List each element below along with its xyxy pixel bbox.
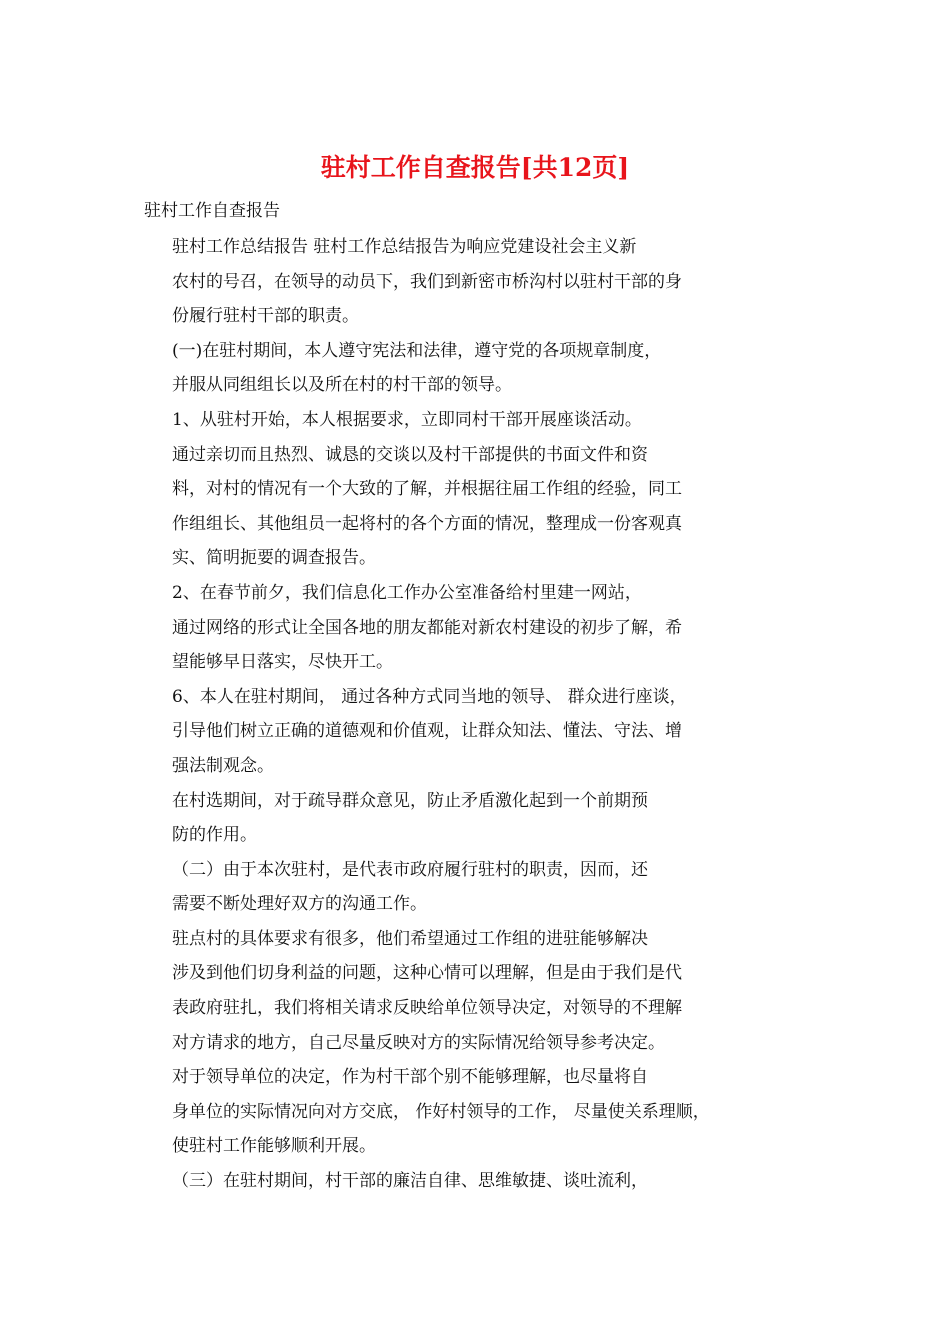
document-title: 驻村工作自查报告[共12页] [320,153,630,182]
document-body [172,230,792,1199]
body-line: （三）在驻村期间，村干部的廉洁自律、思维敏捷、谈吐流利， [172,1171,648,1192]
body-line: 并服从同组组长以及所在村的村干部的领导。 [172,375,512,396]
body-line: 防的作用。 [172,825,257,846]
body-line: 强法制观念。 [172,755,274,776]
body-line: 实、简明扼要的调查报告。 [172,548,376,569]
body-line: 使驻村工作能够顺利开展。 [172,1136,376,1157]
body-line: 望能够早日落实，尽快开工。 [172,652,393,673]
body-line: 6、本人在驻村期间， 通过各种方式同当地的领导、 群众进行座谈， [172,686,687,707]
body-line: 份履行驻村干部的职责。 [172,306,359,327]
body-line: 驻村工作总结报告 驻村工作总结报告为响应党建设社会主义新 [172,237,637,257]
body-line: 对方请求的地方，自己尽量反映对方的实际情况给领导参考决定。 [172,1032,665,1053]
body-line: 1、从驻村开始，本人根据要求，立即同村干部开展座谈活动。 [172,409,642,430]
body-line: （二）由于本次驻村，是代表市政府履行驻村的职责，因而，还 [172,859,648,880]
body-line: 需要不断处理好双方的沟通工作。 [172,894,427,915]
document-subtitle: 驻村工作自查报告 [144,201,280,221]
body-line: 农村的号召，在领导的动员下，我们到新密市桥沟村以驻村干部的身 [172,271,682,292]
body-line: 料，对村的情况有一个大致的了解，并根据往届工作组的经验，同工 [172,479,682,500]
body-line: 引导他们树立正确的道德观和价值观，让群众知法、懂法、守法、增 [172,721,682,742]
body-line: 表政府驻扎，我们将相关请求反映给单位领导决定，对领导的不理解 [172,998,682,1019]
body-line: 涉及到他们切身利益的问题，这种心情可以理解，但是由于我们是代 [172,963,682,984]
body-line: 通过网络的形式让全国各地的朋友都能对新农村建设的初步了解，希 [172,617,682,638]
body-line: 作组组长、其他组员一起将村的各个方面的情况，整理成一份客观真 [172,513,682,534]
body-line: 对于领导单位的决定，作为村干部个别不能够理解，也尽量将自 [172,1067,648,1088]
body-line: 在村选期间，对于疏导群众意见，防止矛盾激化起到一个前期预 [172,790,648,811]
body-line: 2、在春节前夕，我们信息化工作办公室准备给村里建一网站， [172,582,642,603]
body-line: 身单位的实际情况向对方交底， 作好村领导的工作， 尽量使关系理顺， [172,1101,710,1122]
body-line: 通过亲切而且热烈、诚恳的交谈以及村干部提供的书面文件和资 [172,444,648,465]
body-line: (一)在驻村期间，本人遵守宪法和法律，遵守党的各项规章制度， [172,340,662,361]
body-line: 驻点村的具体要求有很多，他们希望通过工作组的进驻能够解决 [172,928,648,949]
